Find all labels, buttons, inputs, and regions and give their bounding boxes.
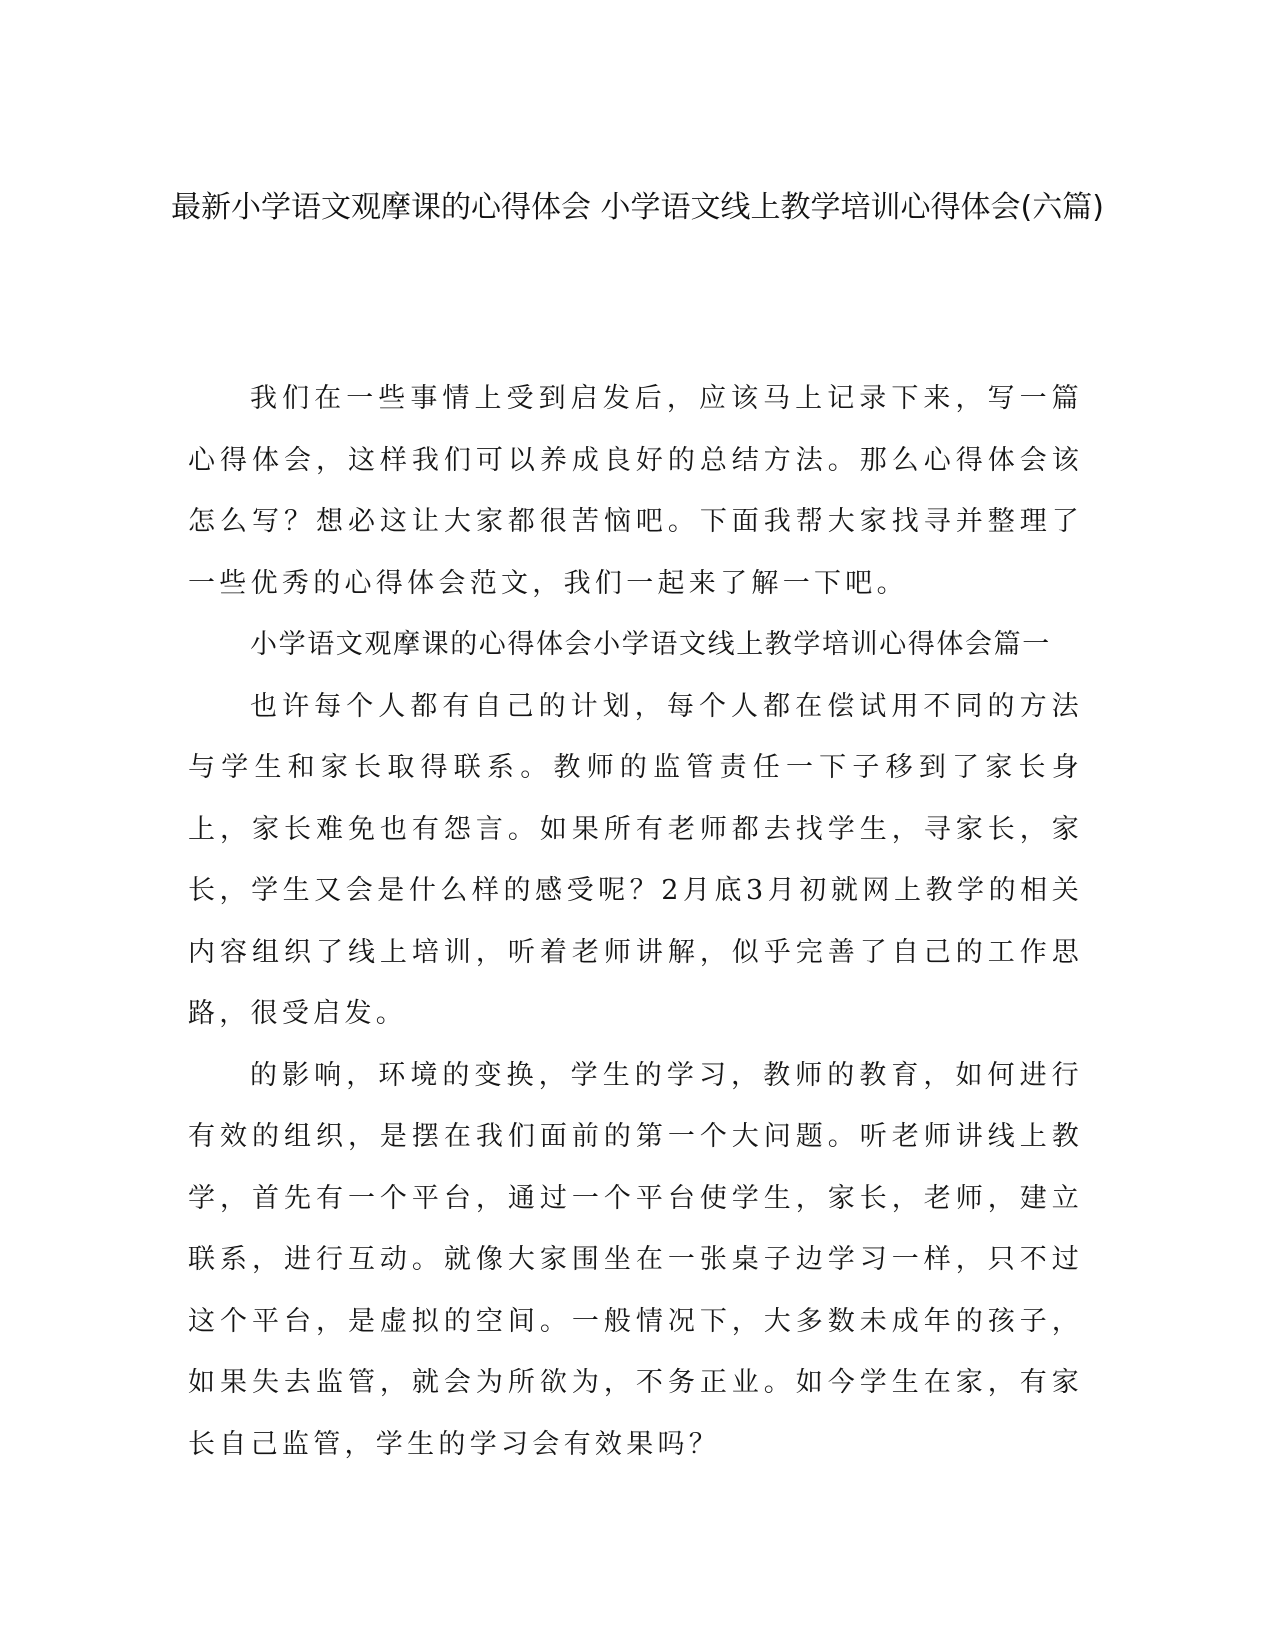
section-heading: 小学语文观摩课的心得体会小学语文线上教学培训心得体会篇一 [250,629,1051,660]
document-body [188,368,1083,1475]
intro-paragraph: 我们在一些事情上受到启发后，应该马上记录下来，写一篇心得体会，这样我们可以养成良好的总结方法。那么心得体会该怎么写？想必这让大家都很苦恼吧。下面我帮大家找寻并整理了一些优秀的心得体会范文，我们一起来了解一下吧。 [188,383,1083,599]
document-title: 最新小学语文观摩课的心得体会 小学语文线上教学培训心得体会(六篇) [171,190,1104,225]
body-paragraph: 的影响，环境的变换，学生的学习，教师的教育，如何进行有效的组织，是摆在我们面前的第一个大问题。听老师讲线上教学，首先有一个平台，通过一个平台使学生，家长，老师，建立联系，进行互动。就像大家围坐在一张桌子边学习一样，只不过这个平台，是虚拟的空间。一般情况下，大多数未成年的孩子，如果失去监管，就会为所欲为，不务正业。如今学生在家，有家长自己监管，学生的学习会有效果吗？ [188,1059,1083,1460]
body-paragraph: 也许每个人都有自己的计划，每个人都在偿试用不同的方法与学生和家长取得联系。教师的监管责任一下子移到了家长身上，家长难免也有怨言。如果所有老师都去找学生，寻家长，家长，学生又会是什么样的感受呢？2月底3月初就网上教学的相关内容组织了线上培训，听着老师讲解，似乎完善了自己的工作思路，很受启发。 [188,690,1083,1029]
